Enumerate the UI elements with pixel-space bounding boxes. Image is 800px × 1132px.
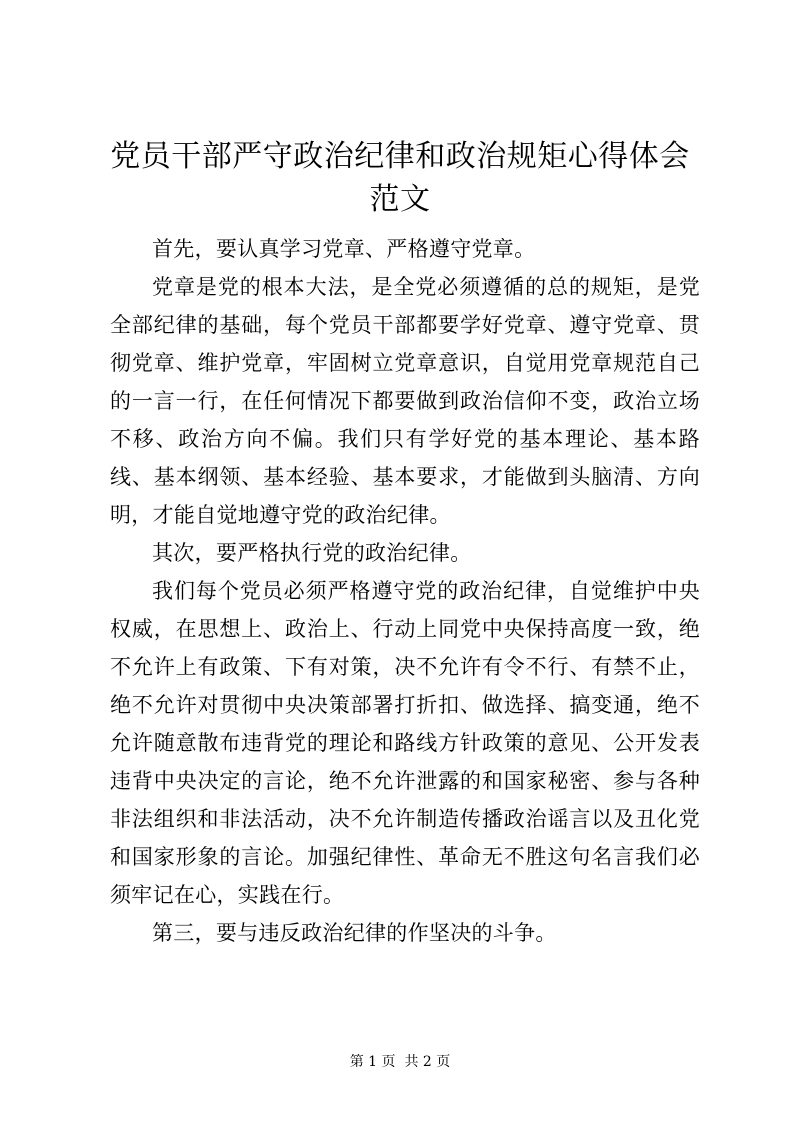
paragraph-5: 第三，要与违反政治纪律的作坚决的斗争。 [152,921,557,945]
page-number: 第 1 页 共 2 页 [349,1054,451,1070]
paragraph-4: 我们每个党员必须严格遵守党的政治纪律，自觉维护中央权威，在思想上、政治上、行动上同党中央保持高度一致，绝不允许上有政策、下有对策，决不允许有令不行、有禁不止，绝不允许对贯彻中央决策部署打折扣、做选择、搞变通，绝不允许随意散布违背党的理论和路线方针政策的意见、公开发表违背中央决定的言论，绝不允许泄露的和国家秘密、参与各种非法组织和非法活动，决不允许制造传播政治谣言以及丑化党和国家形象的言论。加强纪律性、革命无不胜这句名言我们必须牢记在心，实践在行。 [110,579,700,907]
paragraph-3: 其次，要严格执行党的政治纪律。 [152,541,472,565]
paragraph-1: 首先，要认真学习党章、严格遵守党章。 [152,237,536,261]
page-footer [0,1052,800,1072]
document-body [110,230,700,952]
paragraph-2: 党章是党的根本大法，是全党必须遵循的总的规矩，是党全部纪律的基础，每个党员干部都要学好党章、遵守党章、贯彻党章、维护党章，牢固树立党章意识，自觉用党章规范自己的一言一行，在任何情况下都要做到政治信仰不变，政治立场不移、政治方向不偏。我们只有学好党的基本理论、基本路线、基本纲领、基本经验、基本要求，才能做到头脑清、方向明，才能自觉地遵守党的政治纪律。 [110,275,700,527]
document-title: 党员干部严守政治纪律和政治规矩心得体会范文 [110,139,690,217]
